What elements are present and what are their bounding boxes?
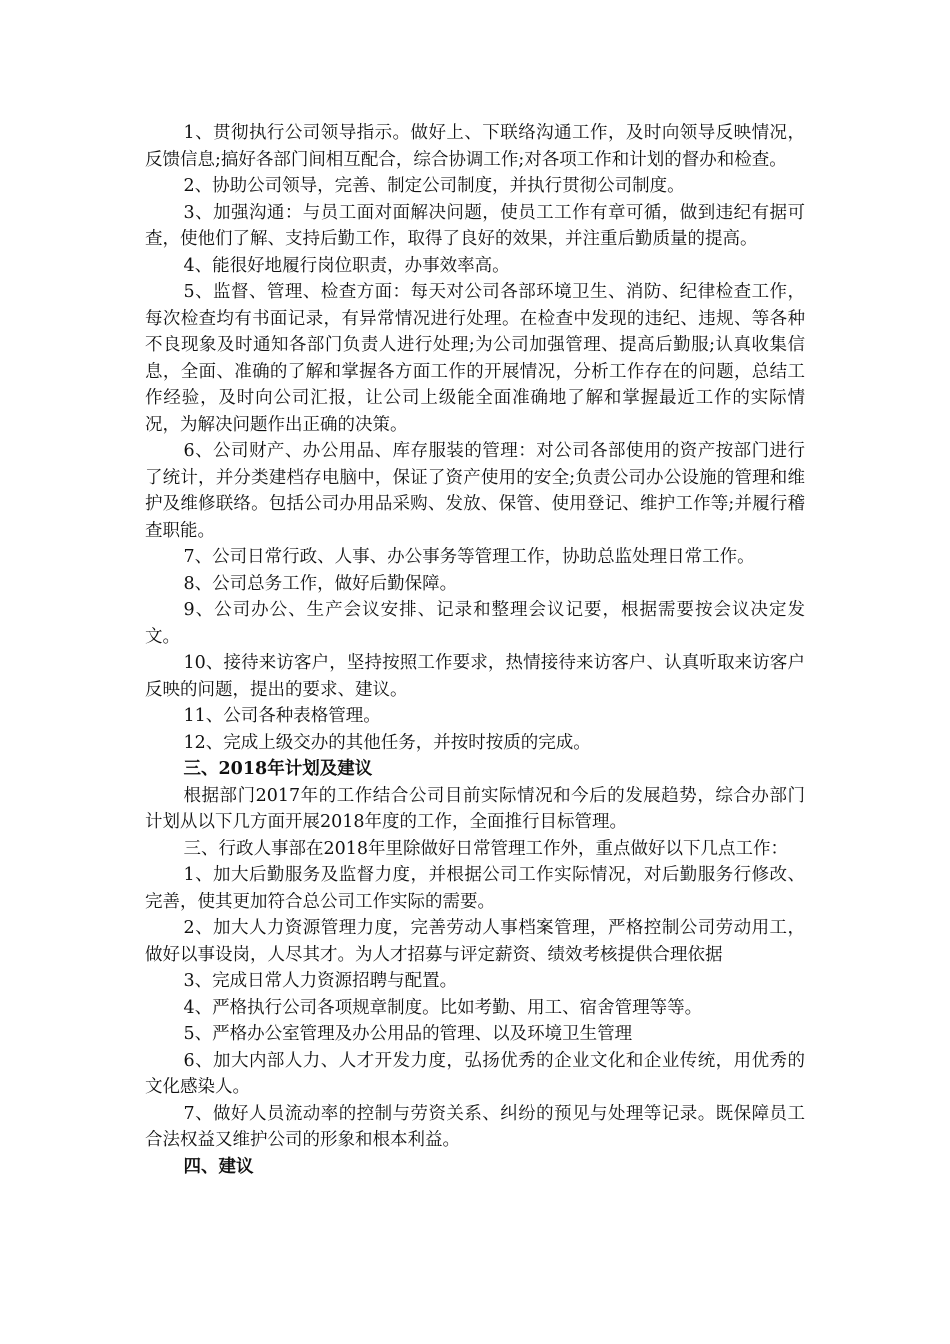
- section-4-heading: 四、建议: [183, 1156, 254, 1177]
- duty-item-9: 9、公司办公、生产会议安排、记录和整理会议记要，根据需要按会议决定发文。: [145, 600, 805, 647]
- duty-item-6: 6、公司财产、办公用品、库存服装的管理：对公司各部使用的资产按部门进行了统计，并分类建档存电脑中，保证了资产使用的安全;负责公司办公设施的管理和维护及维修联络。包括公司办用品采购、发放、保管、使用登记、维护工作等;并履行稽查职能。: [145, 441, 805, 541]
- duty-item-12: 12、完成上级交办的其他任务，并按时按质的完成。: [183, 732, 591, 753]
- document-body: [145, 120, 805, 1180]
- plan-item-6: 6、加大内部人力、人才开发力度，弘扬优秀的企业文化和企业传统，用优秀的文化感染人。: [145, 1050, 805, 1097]
- plan-item-7: 7、做好人员流动率的控制与劳资关系、纠纷的预见与处理等记录。既保障员工合法权益又维护公司的形象和根本利益。: [145, 1103, 805, 1150]
- section-3-intro: 根据部门2017年的工作结合公司目前实际情况和今后的发展趋势，综合办部门计划从以下几方面开展2018年度的工作，全面推行目标管理。: [145, 785, 805, 832]
- duty-item-5: 5、监督、管理、检查方面：每天对公司各部环境卫生、消防、纪律检查工作，每次检查均有书面记录，有异常情况进行处理。在检查中发现的违纪、违规、等各种不良现象及时通知各部门负责人进行处理;为公司加强管理、提高后勤服;认真收集信息，全面、准确的了解和掌握各方面工作的开展情况，分析工作存在的问题，总结工作经验，及时向公司汇报，让公司上级能全面准确地了解和掌握最近工作的实际情况，为解决问题作出正确的决策。: [145, 282, 805, 435]
- duty-item-4: 4、能很好地履行岗位职责，办事效率高。: [183, 255, 510, 276]
- duty-item-3: 3、加强沟通：与员工面对面解决问题，使员工工作有章可循，做到违纪有据可查，使他们了解、支持后勤工作，取得了良好的效果，并注重后勤质量的提高。: [145, 202, 805, 249]
- plan-item-1: 1、加大后勤服务及监督力度，并根据公司工作实际情况，对后勤服务行修改、完善，使其更加符合总公司工作实际的需要。: [145, 865, 805, 912]
- plan-item-5: 5、严格办公室管理及办公用品的管理、以及环境卫生管理: [183, 1024, 633, 1044]
- duty-item-11: 11、公司各种表格管理。: [183, 706, 381, 726]
- duty-item-7: 7、公司日常行政、人事、办公事务等管理工作，协助总监处理日常工作。: [183, 547, 755, 567]
- plan-item-4: 4、严格执行公司各项规章制度。比如考勤、用工、宿舍管理等等。: [183, 997, 703, 1018]
- duty-item-1: 1、贯彻执行公司领导指示。做好上、下联络沟通工作，及时向领导反映情况，反馈信息;搞好各部门间相互配合，综合协调工作;对各项工作和计划的督办和检查。: [145, 123, 805, 170]
- section-3-heading: 三、2018年计划及建议: [183, 759, 373, 779]
- duty-item-8: 8、公司总务工作，做好后勤保障。: [183, 573, 458, 594]
- duty-item-2: 2、协助公司领导，完善、制定公司制度，并执行贯彻公司制度。: [183, 176, 685, 196]
- plan-item-3: 3、完成日常人力资源招聘与配置。: [183, 971, 458, 991]
- section-3-focus: 三、行政人事部在2018年里除做好日常管理工作外，重点做好以下几点工作：: [183, 838, 789, 859]
- duty-item-10: 10、接待来访客户，坚持按照工作要求，热情接待来访客户、认真听取来访客户反映的问题，提出的要求、建议。: [145, 653, 805, 700]
- plan-item-2: 2、加大人力资源管理力度，完善劳动人事档案管理，严格控制公司劳动用工，做好以事设岗，人尽其才。为人才招募与评定薪资、绩效考核提供合理依据: [145, 918, 805, 965]
